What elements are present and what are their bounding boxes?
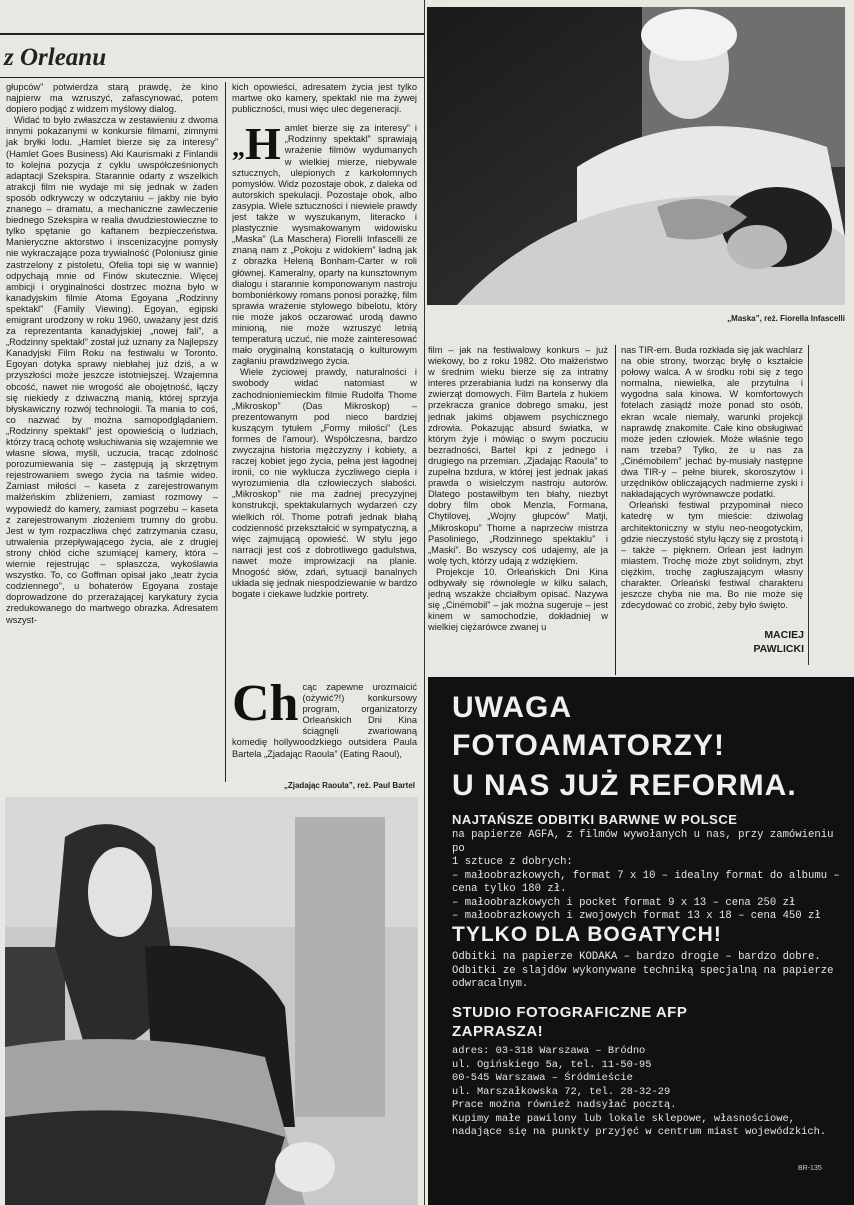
article-column-2-bottom (232, 682, 417, 762)
ad-offer-list (452, 829, 847, 924)
article-paragraph: cąc zapewne urozmaicić (ożywić?!) konkursowy program, organizatorzy Orleańskich Dni Kina ściągnęli zwariowaną komedię hollywoodzkiego outsidera Paula Bartela „Zjadając Raoula” (Eating Raoul), (232, 682, 417, 759)
ad-studio-name: STUDIO FOTOGRAFICZNE AFP (452, 1004, 688, 1021)
photo-caption: „Maska”, reż. Fiorella Infascelli (727, 314, 845, 323)
ad-address-list (452, 1045, 850, 1140)
ad-offer-line: – małoobrazkowych i pocket format 9 x 13 – cena 250 zł (452, 896, 796, 909)
column-divider (225, 82, 226, 782)
ad-title-1: UWAGA (452, 691, 572, 724)
page-title: z Orleanu (4, 44, 107, 71)
drop-quote: „ (232, 133, 245, 163)
article-paragraph: film – jak na festiwalowy konkurs – już wiekowy, bo z roku 1982. Oto małżeństwo w średnim wieku bierze się za intratny interes przerabiania ludzi na konserwy dla zwierząt domowych. Film Bartela z hukiem przekracza granice dobrego smaku, jest jednak jakimś objawem psychicznego zdrowia. Pokazując absurd światka, w którym żyje i mówiąc o swym poczuciu bezradności, Bartel kpi z jednego i drugiego na przemian. „Zjadając Raoula” to zupełna bzdura, w której jest jednak jakaś prawda o wisielczym nastroju autorów. Dlatego postawiłbym ten błahy, niezbyt dobry film obok Menzla, Formana, Chytilovej, „Wojny głupców” Matji, „Mikroskopu” Thome a naprzeciw mistrza Pasoliniego, „Rodzinnego spektaklu” i „Maski”. Bo wszyscy coś udajemy, ale ja wolę tych, którzy udają z wdziękiem. (428, 345, 608, 566)
ad-rich-line: odwracalnym. (452, 978, 529, 990)
top-rule (0, 33, 424, 35)
photo-raoul-image (5, 797, 418, 1205)
article-paragraph: głupców” potwierdza starą prawdę, że kino najpierw ma wzruszyć, zafascynować, potem dopiero podjąć z widzem myślowy dialog. (6, 82, 218, 115)
ad-offer-line: – małoobrazkowych i zwojowych format 13 x 18 – cena 450 zł (452, 910, 821, 922)
article-column-2 (232, 82, 417, 682)
ad-rich-title: TYLKO DLA BOGATYCH! (452, 923, 722, 946)
ad-offer-line: – małoobrazkowych, format 7 x 10 – idealny format do albumu – (452, 869, 840, 882)
article-column-3 (428, 345, 608, 675)
ad-rich-list (452, 951, 847, 992)
headline-rule (0, 77, 424, 78)
ad-offer-line: cena tylko 180 zł. (452, 883, 567, 895)
ad-address-line: nadające się na punkty przyjęć w centrum miast wojewódzkich. (452, 1126, 827, 1138)
advertisement-box (428, 677, 854, 1205)
ad-address-line: ul. Marszałkowska 72, tel. 28-32-29 (452, 1085, 671, 1098)
ad-rich-line: Odbitki ze slajdów wykonywane techniką specjalną na papierze (452, 964, 834, 977)
ad-studio-invite: ZAPRASZA! (452, 1023, 544, 1040)
article-paragraph: Wiele życiowej prawdy, naturalności i swobody widać natomiast w zachodnioniemieckim filmie Rudolfa Thome „Mikroskop” (Das Mikroskop) – prezentowanym pod nieco bardziej kuszącym tytułem „Formy miłości” (Les formes de l'amour). Współczesna, bardzo zwyczajna historia mężczyzny i kobiety, a raczej kobiet jego życia, pełna jest łagodnej ironii, co nie wyklucza życzliwego ciepła i wyrozumienia dla człowieczych słabości. „Mikroskop” nie ma żadnej precyzyjnej konstrukcji, spektakularnych wydarzeń czy wielkich ról. Thome potrafi jednak błahą codzienność przekształcić w sympatyczną, a więc zajmującą opowieść. W stylu jego narracji jest coś z dobrotliwego gadulstwa, nawet może improwizacji na planie. Mnogość słów, zdań, sytuacji banalnych układa się jednak niespodziewanie w bardzo bogate i ciekawe ludzkie portrety. (232, 367, 417, 600)
photo-maska (427, 7, 845, 305)
photo-maska-image (427, 7, 845, 305)
ad-title-2: FOTOAMATORZY! (452, 729, 725, 762)
ad-address-line: Kupimy małe pawilony lub lokale sklepowe, własnościowe, (452, 1112, 795, 1125)
drop-cap: Ch (232, 682, 299, 732)
column-divider (615, 345, 616, 675)
author-signature (620, 628, 804, 656)
article-column-1 (6, 82, 218, 782)
article-paragraph: Widać to było zwłaszcza w zestawieniu z dwoma innymi pokazanymi w konkursie filmami, zimnymi jak bryłki lodu. „Hamlet bierze się za interesy” (Hamlet Goes Business) Aki Kaurismaki z Finlandii to kolejna pozycja z cyklu uwspółcześnionych adaptacji Szekspira. Starannie odarty z wszelkich atrakcji film nie wydaje mi się jednak w żaden sposób odkrywczy w odczytaniu – jakby nie było znanego – dramatu, a mechaniczne zawleczenie biednego Szekspira w realia dwudziestowieczne to tylko spętanie go kaftanem bezpieczeństwa. Manieryczne aktorstwo i inscenizacyjne pomysły nie wykraczające poza trywialność (Poloniusz ginie zastrzelony z pistoletu, Ofelia topi się w wannie) odpychają mnie od Finów skutecznie. Więcej ambicji i oryginalności dostrzec można było w kanadyjskim filmie Atoma Egoyana „Rodzinny spektakl” (Family Viewing). Egoyan, egipski emigrant urodzony w roku 1960, uważany jest dziś za reprezentanta kanadyjskiej „nowej fali”, a „Rodzinny spektakl” został już uznany za Najlepszy Kanadyjski Film Roku na festiwalu w Toronto. Egoyan dotyka sprawy niebłahej już dziś, a w przyszłości może jeszcze istotniejszej. Wzajemna obcość, nawet nie wrogość ale obojętność, łączy się niekiedy z dziwaczną manią, której sprzyja błyskawiczny rozwój technologii. Ta mania to coś, co nazwać by można samopodglądaniem. „Rodzinny spektakl” jest opowieścią o ludziach, którzy tracą ochotę wsłuchiwania się wzajemnie we własne słowa, myśli, uczucia, tracąc zdolność porozumiewania się – zastępują ją skrzętnym rejestrowaniem swego życia na taśmie wideo. Zamiast miłości – kaseta z zarejestrowanym małżeńskim zbliżeniem, zamiast rozmowy – wypowiedź do kamery, zamiast pogrzebu – kaseta z zarejestrowanym złożeniem trumny do grobu. Jest w tym rozpaczliwa chęć zatrzymania czasu, utrwalenia przepływającego życia, ale z drugiej strony chłód ciche szumiącej kamery, która – wiernie rejestrując – spłaszcza, wykoślawia wszystko. To, co Goffman opisał jako „teatr życia codziennego”, u bohaterów Egoyana zostaje doprowadzone do przerażającej karykatury życia zredukowanego do martwego obrazka. Adresatem wszyst- (6, 115, 218, 625)
column-divider (424, 0, 425, 1205)
ad-subtitle: NAJTAŃSZE ODBITKI BARWNE W POLSCE (452, 812, 738, 827)
article-paragraph: nas TIR-em. Buda rozkłada się jak wachlarz na obie strony, tworząc bryłę o kształcie połowy walca. A w środku robi się z tego normalna, niewielka, ale przytulna i wygodna sala kinowa. W komfortowych fotelach zasiądź może ponad sto osób, ekran wcale niemały, warunki projekcji naprawdę znakomite. Całe kino obsługiwać może jeden człowiek. Może właśnie tego nam trzeba? Tylko, że u nas za „Cinémobilem” jechać by-musiały następne dwa TIR-y – pełne biurek, skoroszytów i urzędników obliczających nadmierne zyski i nakładających wyrównawcze podatki. (621, 345, 803, 500)
drop-cap: H (245, 118, 281, 170)
ad-address-line: 00-545 Warszawa – Śródmieście (452, 1072, 633, 1084)
author-last-name: PAWLICKI (753, 643, 804, 655)
ad-offer-line: 1 sztuce z dobrych: (452, 856, 573, 868)
ad-address-line: adres: 03-318 Warszawa – Bródno (452, 1045, 646, 1057)
column-divider (808, 345, 809, 665)
ad-title-3: U NAS JUŻ REFORMA. (452, 769, 797, 802)
article-paragraph: Projekcje 10. Orleańskich Dni Kina odbywały się równolegle w kilku salach, jedną wszakże chciałbym opisać. Nazywa się „Cinémobil” – jak można sugeruje – jest kinem w samochodzie, dokładniej w wielkiej ciężarówce zwanej u (428, 566, 608, 633)
ad-address-line: Prace można również nadsyłać pocztą. (452, 1099, 677, 1111)
article-paragraph: amlet bierze się za interesy” i „Rodzinny spektakl” sprawiają wrażenie filmów wydumanych w wielkiej mierze, niebywale sztucznych, ulepionych z karkołomnych pomysłów. Widz pozostaje obok, z daleka od autorskich spekulacji. Pozostaje obok, albo zasypia. Wiele sztuczności i niewiele prawdy jest także w wyszukanym, literacko i plastycznie wysmakowanym widowisku „Maska” (La Maschera) Fiorelli Infascelli ze znaną nam z „Pokoju z widokiem” ładną jak z obrazka Heleną Bonham-Carter w roli głównej. Kameralny, oparty na kunsztownym dialogu i starannie komponowanym nastroju bomboniérkowy romans ponosi porażkę, film sprawia wrażenie stylowego bibelotu, który nie może jakoś oczarować urodą dawno minioną, nie może wzruszyć letnią temperaturą uczuć, nie może zainteresować mało oryginalną konstatacją o kulturowym zagłaniu prawdziwego życia. (232, 123, 417, 367)
photo-caption: „Zjadając Raoula”, reż. Paul Bartel (283, 781, 415, 790)
ad-code: BR-135 (798, 1165, 822, 1172)
article-column-4 (621, 345, 803, 625)
photo-raoul (5, 797, 418, 1205)
article-paragraph: Orleański festiwal przypominał nieco katedrę w tym mieście: dziwolag architektoniczny w stylu neo-neogotyckim, gdzie nieczystość stylu łączy się z prostotą i – także – pięknem. Orlean jest ładnym miastem. Trochę może zbyt solidnym, zbyt ciężkim, trochę zagłuszającym własny charakter. Orleański festiwal charakteru jeszcze chyba nie ma. Bo nie może się zdecydować co zrobić, żeby było święto. (621, 500, 803, 611)
author-first-name: MACIEJ (764, 629, 804, 641)
ad-offer-line: na papierze AGFA, z filmów wywołanych u nas, przy zamówieniu po (452, 829, 834, 855)
ad-rich-line: Odbitki na papierze KODAKA – bardzo drogie – bardzo dobre. (452, 951, 821, 963)
article-paragraph: kich opowieści, adresatem życia jest tylko martwe oko kamery, spektakl nie ma żywej publiczności, musi więc ulec degeneracji. (232, 82, 417, 115)
ad-address-line: ul. Ogińskiego 5a, tel. 11-50-95 (452, 1058, 652, 1071)
